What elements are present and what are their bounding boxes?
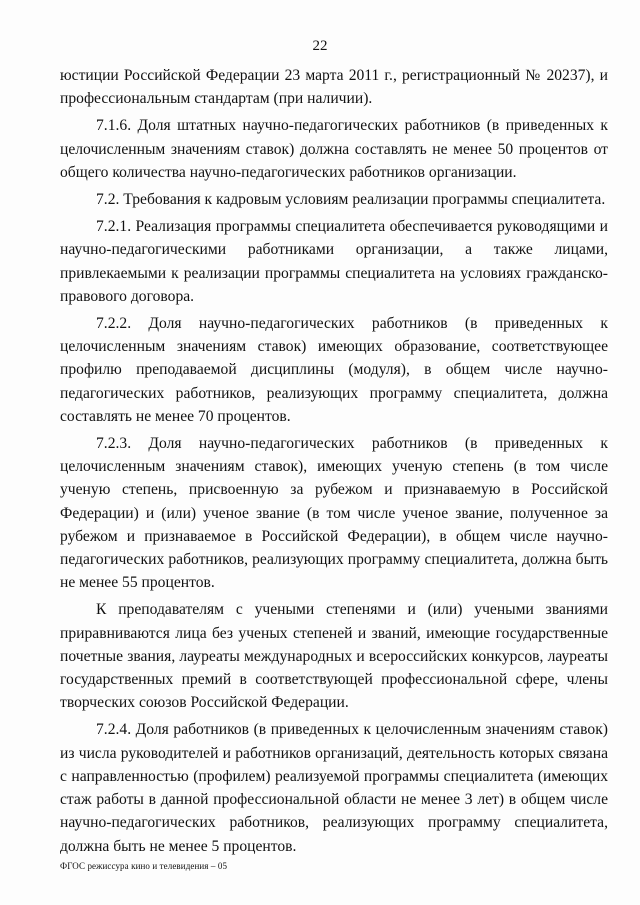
document-body [60, 64, 608, 858]
paragraph-7-2: 7.2. Требования к кадровым условиям реализации программы специалитета. [96, 191, 606, 209]
paragraph-7-2-2: 7.2.2. Доля научно-педагогических работников (в приведенных к целочисленным значениям ставок) имеющих образование, соответствующее профилю преподаваемой дисциплины (модуля), в общем числе научно-педагогических работников, реализующих программу специалитета, должна составлять не менее 70 процентов. [60, 315, 608, 425]
paragraph-7-2-3: 7.2.3. Доля научно-педагогических работников (в приведенных к целочисленным значениям ставок), имеющих ученую степень (в том числе ученую степень, присвоенную за рубежом и признаваемую в Российской Федерации) и (или) ученое звание (в том числе ученое звание, полученное за рубежом и признаваемое в Российской Федерации), в общем числе научно-педагогических работников, реализующих программу специалитета, должна быть не менее 55 процентов. [60, 435, 608, 592]
paragraph-7-2-1: 7.2.1. Реализация программы специалитета обеспечивается руководящими и научно-педагогическими работниками организации, а также лицами, привлекаемыми к реализации программы специалитета на условиях гражданско-правового договора. [60, 218, 608, 305]
paragraph-7-1-6: 7.1.6. Доля штатных научно-педагогических работников (в приведенных к целочисленным значениям ставок) должна составлять не менее 50 процентов от общего количества научно-педагогических работников организации. [60, 117, 608, 181]
page-number: 22 [312, 38, 328, 54]
paragraph-equivalence: К преподавателям с учеными степенями и (или) учеными званиями приравниваются лица без ученых степеней и званий, имеющие государственные почетные звания, лауреаты международных и всероссийских конкурсов, лауреаты государственных премий в соответствующей профессиональной сфере, члены творческих союзов Российской Федерации. [60, 601, 608, 712]
paragraph-7-2-4: 7.2.4. Доля работников (в приведенных к целочисленным значениям ставок) из числа руководителей и работников организаций, деятельность которых связана с направленностью (профилем) реализуемой программы специалитета (имеющих стаж работы в данной профессиональной области не менее 3 лет) в общем числе научно-педагогических работников, реализующих программу специалитета, должна быть не менее 5 процентов. [60, 721, 608, 855]
paragraph-continuation: юстиции Российской Федерации 23 марта 2011 г., регистрационный № 20237), и профессиональным стандартам (при наличии). [60, 67, 608, 108]
page-footer: ФГОС режиссура кино и телевидения – 05 [60, 861, 228, 871]
